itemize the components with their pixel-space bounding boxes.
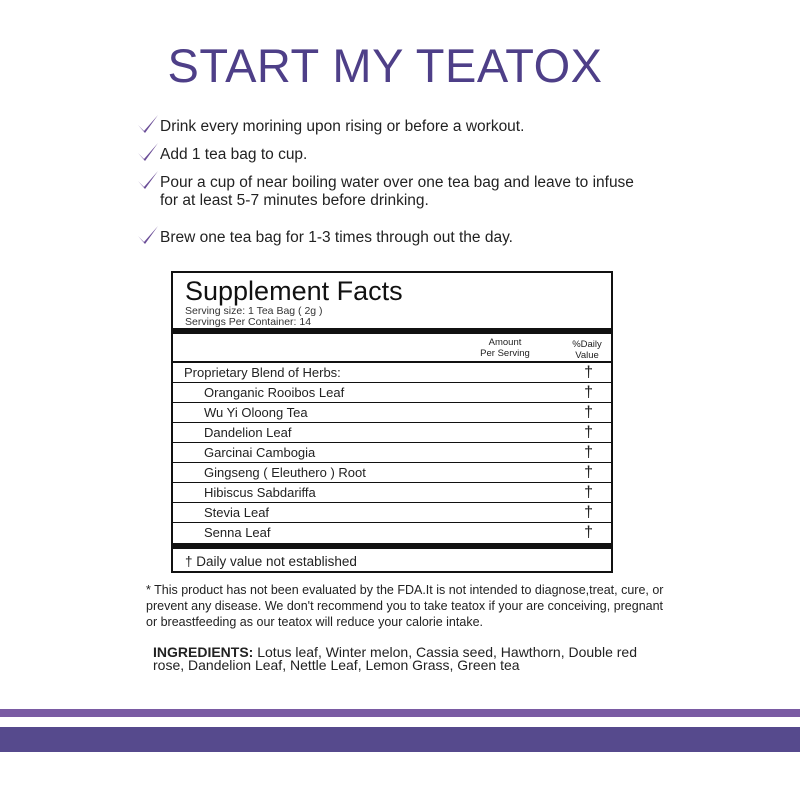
- ingredients-text: Lotus leaf, Winter melon, Cassia seed, Hawthorn, Double red rose, Dandelion Leaf, Nettle Leaf, Lemon Grass, Green tea: [153, 644, 637, 673]
- col-head-amount-line2: Per Serving: [480, 348, 530, 359]
- decorative-band-thin: [0, 709, 800, 717]
- dagger-mark: †: [584, 524, 593, 541]
- dagger-mark: †: [584, 444, 593, 461]
- step-text: Add 1 tea bag to cup.: [160, 146, 308, 163]
- blend-label: Proprietary Blend of Herbs:: [184, 365, 341, 380]
- ingredients: [153, 646, 653, 672]
- col-head-daily-value: [561, 339, 613, 361]
- dagger-mark: †: [584, 364, 593, 381]
- dagger-mark: †: [584, 404, 593, 421]
- col-head-amount-line1: Amount: [488, 337, 522, 348]
- dagger-mark: †: [584, 504, 593, 521]
- table-row: [173, 383, 611, 403]
- col-head-daily-line1: %Daily: [572, 339, 602, 350]
- herb-name: Dandelion Leaf: [204, 425, 292, 440]
- fda-disclaimer: * This product has not been evaluated by the FDA.It is not intended to diagnose,treat, cure, or prevent any disease. We don't recommend you to take teatox if your are conceiving, pregnant or breastfeeding as our teatox will reduce your calorie intake.: [146, 583, 664, 629]
- facts-divider-thick: [173, 328, 611, 334]
- step-text: Drink every morining upon rising or before a workout.: [160, 118, 525, 135]
- herb-name: Stevia Leaf: [204, 505, 270, 520]
- table-row: [173, 503, 611, 523]
- col-head-amount: [465, 337, 545, 359]
- servings-per-container: Servings Per Container: 14: [185, 316, 312, 328]
- table-row: [173, 443, 611, 463]
- table-row: [173, 363, 611, 383]
- supplement-facts-panel: [171, 271, 613, 573]
- dagger-mark: †: [584, 484, 593, 501]
- herb-name: Wu Yi Oloong Tea: [204, 405, 308, 420]
- herb-name: Senna Leaf: [204, 525, 271, 540]
- herb-name: Oranganic Rooibos Leaf: [204, 385, 345, 400]
- decorative-band-thick: [0, 727, 800, 752]
- herb-name: Garcinai Cambogia: [204, 445, 316, 460]
- facts-title: Supplement Facts: [185, 276, 403, 306]
- herb-name: Gingseng ( Eleuthero ) Root: [204, 465, 366, 480]
- daily-value-footnote: † Daily value not established: [185, 554, 357, 569]
- table-row: [173, 403, 611, 423]
- facts-divider-thick: [173, 543, 611, 549]
- ingredients-label: INGREDIENTS:: [153, 644, 254, 660]
- table-row: [173, 463, 611, 483]
- step-text: Pour a cup of near boiling water over one tea bag and leave to infuse: [160, 174, 634, 191]
- dagger-mark: †: [584, 384, 593, 401]
- step-text: Brew one tea bag for 1-3 times through out the day.: [160, 229, 513, 246]
- facts-header: [185, 276, 403, 328]
- check-icon: [136, 224, 160, 246]
- check-icon: [136, 113, 160, 135]
- dagger-mark: †: [584, 464, 593, 481]
- table-row: [173, 483, 611, 503]
- herb-name: Hibiscus Sabdariffa: [204, 485, 316, 500]
- page-title: START MY TEATOX: [167, 39, 603, 92]
- check-icon: [136, 169, 160, 191]
- table-row: [173, 523, 611, 543]
- table-row: [173, 423, 611, 443]
- col-head-daily-line2: Value: [575, 350, 599, 361]
- check-icon: [136, 141, 160, 163]
- dagger-mark: †: [584, 424, 593, 441]
- step-text-continued: for at least 5-7 minutes before drinking.: [160, 192, 429, 209]
- serving-size: Serving size: 1 Tea Bag ( 2g ): [185, 305, 323, 317]
